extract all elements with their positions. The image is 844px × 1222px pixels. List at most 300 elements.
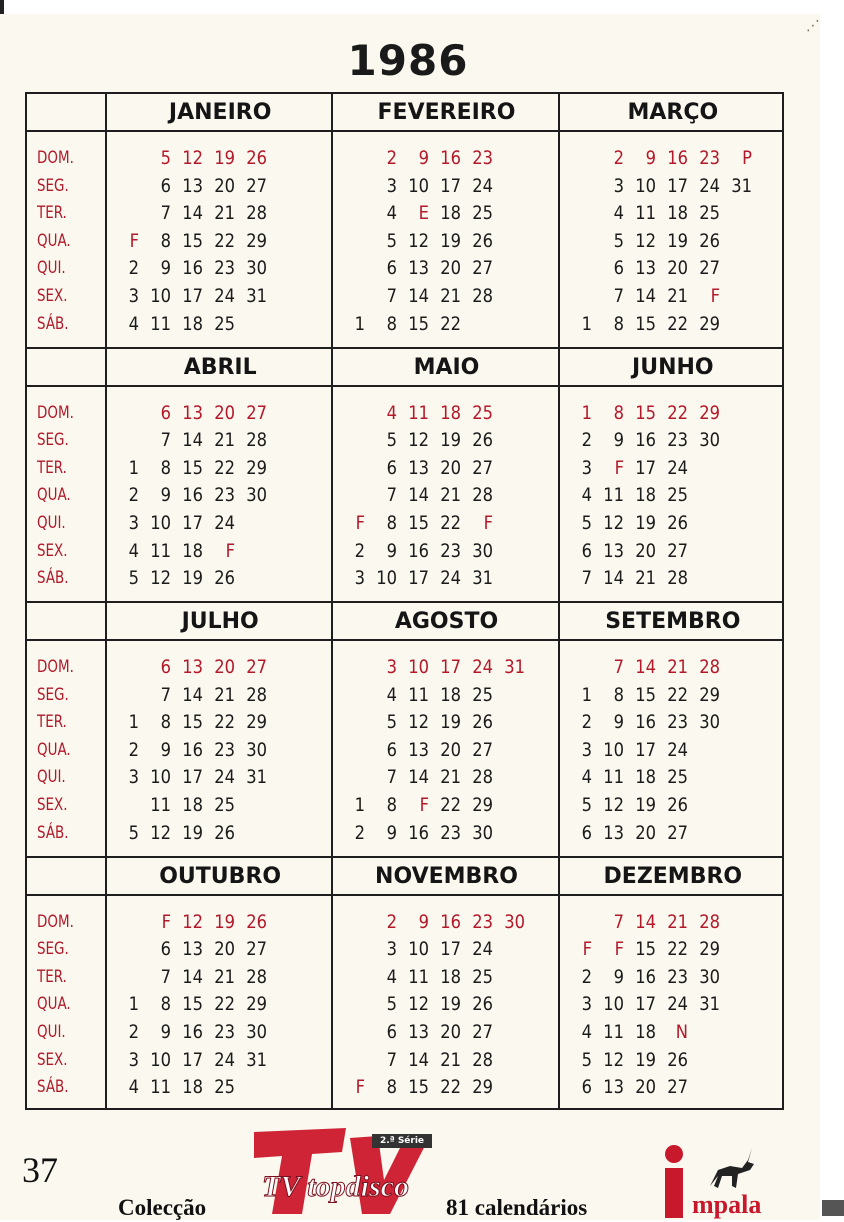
day-cell: 22 xyxy=(214,456,235,479)
tv-logo-text: TV topdisco xyxy=(262,1170,409,1203)
day-cell: 9 xyxy=(160,257,171,280)
day-cell: 25 xyxy=(472,202,494,225)
day-cell: 23 xyxy=(214,484,235,507)
day-cell: 29 xyxy=(472,1076,494,1099)
day-cell: 23 xyxy=(666,965,688,988)
day-cell: 2 xyxy=(128,1020,139,1043)
day-cell: 19 xyxy=(214,910,235,933)
grid-band-separator xyxy=(27,856,782,858)
day-cell: 27 xyxy=(246,656,267,678)
day-cell: 2 xyxy=(128,738,139,761)
day-cell: 28 xyxy=(246,202,267,225)
day-cell: 21 xyxy=(214,683,235,706)
day-cell: 13 xyxy=(182,938,203,961)
edge-mark xyxy=(822,1200,844,1216)
day-cell: 23 xyxy=(666,711,688,734)
day-cell: 10 xyxy=(408,656,430,678)
day-cell: F xyxy=(614,456,624,479)
day-cell: F xyxy=(225,539,235,562)
weekday-label: DOM. xyxy=(37,657,74,677)
day-cell: 23 xyxy=(214,738,235,761)
day-cell: 7 xyxy=(613,910,624,933)
day-cell: 18 xyxy=(182,794,203,816)
day-cell: 12 xyxy=(602,794,624,816)
day-cell: 14 xyxy=(408,484,430,507)
day-cell: 27 xyxy=(698,257,720,280)
day-cell: 7 xyxy=(613,656,624,678)
day-cell: 12 xyxy=(182,147,203,169)
day-cell: 24 xyxy=(472,174,494,197)
day-cell: 13 xyxy=(408,257,430,280)
day-cell: 13 xyxy=(634,257,656,280)
day-cell: 14 xyxy=(182,965,203,988)
month-name: AGOSTO xyxy=(394,609,499,634)
day-cell: 18 xyxy=(634,1020,656,1043)
calendar-grid xyxy=(25,92,784,1110)
day-cell: 10 xyxy=(408,938,430,961)
weekday-label: DOM. xyxy=(37,148,74,168)
day-cell: 11 xyxy=(408,683,430,706)
day-cell: 1 xyxy=(128,993,139,1016)
card-number: 37 xyxy=(22,1150,58,1190)
day-cell: 3 xyxy=(386,656,398,678)
impala-wordmark: mpala xyxy=(692,1190,762,1219)
day-cell: 11 xyxy=(150,794,171,816)
day-cell: 30 xyxy=(698,711,720,734)
day-cell: 25 xyxy=(214,312,235,335)
day-cell: 23 xyxy=(698,147,720,169)
day-cell: 22 xyxy=(214,993,235,1016)
day-cell: 27 xyxy=(666,821,688,844)
day-cell: 18 xyxy=(634,766,656,789)
day-cell: 6 xyxy=(160,174,171,197)
day-cell: 17 xyxy=(440,938,462,961)
day-cell: 8 xyxy=(613,683,624,706)
weekday-label: TER. xyxy=(37,712,67,733)
weekday-label: QUI. xyxy=(37,258,66,279)
day-cell: 13 xyxy=(408,1020,430,1043)
day-cell: 4 xyxy=(386,202,398,225)
year-title: 1986 xyxy=(347,36,469,85)
day-cell: 26 xyxy=(472,711,494,734)
day-cell: 29 xyxy=(698,312,720,335)
month-name: JANEIRO xyxy=(168,100,272,125)
weekday-label: QUI. xyxy=(37,512,66,533)
weekday-label: SEX. xyxy=(37,795,68,815)
day-cell: 16 xyxy=(182,1020,203,1043)
day-cell: 28 xyxy=(666,567,688,590)
day-cell: 7 xyxy=(386,1048,398,1071)
weekday-label: TER. xyxy=(37,966,67,987)
day-cell: 30 xyxy=(246,484,267,507)
day-cell: 7 xyxy=(386,285,398,307)
day-cell: 30 xyxy=(472,821,494,844)
day-cell: 20 xyxy=(214,938,235,961)
day-cell: F xyxy=(710,285,720,307)
day-cell: 1 xyxy=(581,312,592,335)
day-cell: 16 xyxy=(440,147,462,169)
day-cell: 16 xyxy=(408,821,430,844)
month-name: MARÇO xyxy=(627,100,719,125)
day-cell: 16 xyxy=(634,711,656,734)
day-cell: F xyxy=(582,938,592,961)
day-cell: 9 xyxy=(645,147,656,169)
day-cell: 26 xyxy=(472,993,494,1016)
day-cell: 1 xyxy=(128,456,139,479)
day-cell: 2 xyxy=(386,910,398,933)
day-cell: 28 xyxy=(698,910,720,933)
day-cell: 24 xyxy=(666,456,688,479)
day-cell: 23 xyxy=(214,257,235,280)
day-cell: 17 xyxy=(408,567,430,590)
day-cell: 24 xyxy=(698,174,720,197)
day-cell: 18 xyxy=(182,539,203,562)
day-cell: 24 xyxy=(214,1048,235,1071)
day-cell: 31 xyxy=(730,174,752,197)
day-cell: 4 xyxy=(581,1020,592,1043)
day-cell: 3 xyxy=(354,567,366,590)
day-cell: 19 xyxy=(666,229,688,252)
day-cell: 3 xyxy=(386,174,398,197)
day-cell: 20 xyxy=(666,257,688,280)
day-cell: 16 xyxy=(634,429,656,452)
day-cell: 6 xyxy=(581,539,592,562)
day-cell: 9 xyxy=(613,965,624,988)
weekday-label: SEG. xyxy=(37,175,69,196)
day-cell: 4 xyxy=(581,766,592,789)
day-cell: 25 xyxy=(214,1076,235,1099)
day-cell: 2 xyxy=(354,539,366,562)
day-cell: 1 xyxy=(581,401,592,424)
day-cell: 6 xyxy=(581,1076,592,1099)
day-cell: 31 xyxy=(246,1048,267,1071)
day-cell: F xyxy=(129,229,139,252)
month-name: JULHO xyxy=(181,609,259,634)
day-cell: 5 xyxy=(128,567,139,590)
day-cell: 31 xyxy=(246,285,267,307)
day-cell: 7 xyxy=(160,683,171,706)
day-cell: 29 xyxy=(246,993,267,1016)
day-cell: 31 xyxy=(246,766,267,789)
day-cell: 12 xyxy=(408,229,430,252)
day-cell: 7 xyxy=(386,766,398,789)
day-cell: 28 xyxy=(246,429,267,452)
day-cell: 14 xyxy=(408,766,430,789)
weekday-label: DOM. xyxy=(37,911,74,932)
day-cell: 11 xyxy=(602,766,624,789)
day-cell: 20 xyxy=(440,738,462,761)
day-cell: 23 xyxy=(440,539,462,562)
day-cell: 16 xyxy=(634,965,656,988)
day-cell: 8 xyxy=(160,993,171,1016)
day-cell: 20 xyxy=(214,401,235,424)
day-cell: 29 xyxy=(246,456,267,479)
day-cell: 17 xyxy=(666,174,688,197)
day-cell: 26 xyxy=(214,821,235,844)
day-cell: 7 xyxy=(160,965,171,988)
day-cell: 24 xyxy=(214,285,235,307)
day-cell: 10 xyxy=(376,567,398,590)
day-cell: 18 xyxy=(182,1076,203,1099)
day-cell: 8 xyxy=(613,401,624,424)
weekday-label: SEG. xyxy=(37,939,69,960)
serie-badge: 2.ª Série xyxy=(372,1134,432,1148)
day-cell: 28 xyxy=(246,965,267,988)
day-cell: 21 xyxy=(214,202,235,225)
day-cell: 24 xyxy=(472,656,494,678)
day-cell: 5 xyxy=(160,147,171,169)
day-cell: 17 xyxy=(182,511,203,534)
day-cell: 23 xyxy=(214,1020,235,1043)
day-cell: 26 xyxy=(214,567,235,590)
day-cell: 24 xyxy=(440,567,462,590)
weekday-label: QUI. xyxy=(37,1021,66,1042)
day-cell: 22 xyxy=(666,312,688,335)
day-cell: 14 xyxy=(634,285,656,307)
day-cell: 26 xyxy=(666,1048,688,1071)
day-cell: 4 xyxy=(128,539,139,562)
day-cell: 3 xyxy=(128,511,139,534)
day-cell: 4 xyxy=(128,1076,139,1099)
day-cell: 11 xyxy=(150,1076,171,1099)
day-cell: 22 xyxy=(214,229,235,252)
day-cell: 17 xyxy=(440,174,462,197)
month-name: MAIO xyxy=(413,354,480,380)
day-cell: 18 xyxy=(634,484,656,507)
day-cell: 20 xyxy=(440,257,462,280)
day-cell: 28 xyxy=(472,766,494,789)
weekday-label: SEX. xyxy=(37,540,68,561)
weekday-label: DOM. xyxy=(37,402,74,423)
day-cell: 30 xyxy=(698,965,720,988)
day-cell: 6 xyxy=(160,656,171,678)
month-name: ABRIL xyxy=(183,354,257,380)
day-cell: 9 xyxy=(160,484,171,507)
day-cell: 1 xyxy=(128,711,139,734)
day-cell: 15 xyxy=(634,683,656,706)
day-cell: F xyxy=(161,910,171,933)
day-cell: 2 xyxy=(581,965,592,988)
day-cell: 20 xyxy=(634,1076,656,1099)
day-cell: 7 xyxy=(613,285,624,307)
day-cell: 13 xyxy=(602,1076,624,1099)
day-cell: 29 xyxy=(698,401,720,424)
day-cell: 21 xyxy=(440,285,462,307)
day-cell: 8 xyxy=(613,312,624,335)
day-cell: 30 xyxy=(246,257,267,280)
day-cell: 20 xyxy=(440,456,462,479)
day-cell: 6 xyxy=(386,456,398,479)
day-cell: 28 xyxy=(472,1048,494,1071)
day-cell: 17 xyxy=(634,456,656,479)
day-cell: 23 xyxy=(440,821,462,844)
day-cell: 5 xyxy=(386,711,398,734)
day-cell: 19 xyxy=(214,147,235,169)
day-cell: 5 xyxy=(581,511,592,534)
day-cell: 14 xyxy=(634,910,656,933)
day-cell: 18 xyxy=(666,202,688,225)
day-cell: 2 xyxy=(581,711,592,734)
day-cell: 27 xyxy=(246,938,267,961)
day-cell: 21 xyxy=(634,567,656,590)
day-cell: 3 xyxy=(386,938,398,961)
day-cell: 12 xyxy=(408,993,430,1016)
weekday-label: SEX. xyxy=(37,286,68,306)
day-cell: 8 xyxy=(386,794,398,816)
day-cell: 28 xyxy=(472,285,494,307)
grid-band-separator xyxy=(27,347,782,349)
day-cell: 14 xyxy=(634,656,656,678)
day-cell: 6 xyxy=(386,257,398,280)
day-cell: 19 xyxy=(182,821,203,844)
day-cell: 19 xyxy=(634,1048,656,1071)
day-cell: E xyxy=(418,202,430,225)
day-cell: 12 xyxy=(408,711,430,734)
day-cell: 9 xyxy=(613,711,624,734)
month-name: SETEMBRO xyxy=(605,609,741,634)
day-cell: 20 xyxy=(214,174,235,197)
day-cell: 22 xyxy=(440,312,462,335)
day-cell: 6 xyxy=(581,821,592,844)
day-cell: 10 xyxy=(150,511,171,534)
day-cell: 29 xyxy=(698,938,720,961)
day-cell: 20 xyxy=(634,539,656,562)
day-cell: 9 xyxy=(418,147,430,169)
day-cell: 9 xyxy=(386,821,398,844)
day-cell: 29 xyxy=(472,794,494,816)
day-cell: 21 xyxy=(440,484,462,507)
day-cell: F xyxy=(419,794,430,816)
day-cell: 19 xyxy=(634,794,656,816)
day-cell: 17 xyxy=(440,656,462,678)
day-cell: 17 xyxy=(634,993,656,1016)
day-cell: 2 xyxy=(581,429,592,452)
day-cell: 3 xyxy=(581,456,592,479)
day-cell: F xyxy=(483,511,494,534)
day-cell: 22 xyxy=(440,511,462,534)
day-cell: 4 xyxy=(386,683,398,706)
day-cell: 26 xyxy=(666,794,688,816)
day-cell: 12 xyxy=(634,229,656,252)
day-cell: 13 xyxy=(602,539,624,562)
day-cell: F xyxy=(355,511,366,534)
day-cell: 19 xyxy=(634,511,656,534)
day-cell: 27 xyxy=(472,1020,494,1043)
day-cell: 24 xyxy=(666,738,688,761)
day-cell: 29 xyxy=(246,229,267,252)
day-cell: 28 xyxy=(246,683,267,706)
day-cell: 13 xyxy=(182,401,203,424)
day-cell: 8 xyxy=(386,511,398,534)
day-cell: 15 xyxy=(182,711,203,734)
day-cell: 8 xyxy=(386,1076,398,1099)
day-cell: 16 xyxy=(440,910,462,933)
day-cell: 18 xyxy=(440,401,462,424)
day-cell: 14 xyxy=(408,285,430,307)
day-cell: 15 xyxy=(634,401,656,424)
day-cell: 26 xyxy=(472,429,494,452)
weekday-label: SÁB. xyxy=(37,568,69,589)
day-cell: 15 xyxy=(182,456,203,479)
day-cell: 22 xyxy=(666,401,688,424)
day-cell: 4 xyxy=(386,401,398,424)
day-cell: 3 xyxy=(128,285,139,307)
day-cell: 6 xyxy=(386,1020,398,1043)
day-cell: 11 xyxy=(602,1020,624,1043)
day-cell: 25 xyxy=(472,401,494,424)
day-cell: 17 xyxy=(182,285,203,307)
weekday-label: SEG. xyxy=(37,430,69,451)
day-cell: 4 xyxy=(386,965,398,988)
day-cell: 25 xyxy=(472,683,494,706)
day-cell: 21 xyxy=(666,285,688,307)
day-cell: 13 xyxy=(408,456,430,479)
day-cell: 23 xyxy=(472,147,494,169)
day-cell: 20 xyxy=(634,821,656,844)
day-cell: 24 xyxy=(472,938,494,961)
day-cell: 8 xyxy=(160,229,171,252)
day-cell: 19 xyxy=(440,229,462,252)
day-cell: 27 xyxy=(472,738,494,761)
day-cell: 22 xyxy=(440,1076,462,1099)
day-cell: 16 xyxy=(666,147,688,169)
day-cell: 10 xyxy=(602,738,624,761)
day-cell: 12 xyxy=(602,511,624,534)
day-cell: 10 xyxy=(602,993,624,1016)
day-cell: 27 xyxy=(472,456,494,479)
day-cell: 16 xyxy=(182,257,203,280)
day-cell: 7 xyxy=(581,567,592,590)
day-cell: 26 xyxy=(698,229,720,252)
month-name: DEZEMBRO xyxy=(603,863,743,889)
day-cell: 3 xyxy=(128,766,139,789)
day-cell: 11 xyxy=(408,401,430,424)
day-cell: 3 xyxy=(613,174,624,197)
day-cell: N xyxy=(675,1020,688,1043)
footer-count: 81 calendários xyxy=(446,1195,588,1220)
day-cell: 31 xyxy=(472,567,494,590)
day-cell: 25 xyxy=(698,202,720,225)
day-cell: 20 xyxy=(214,656,235,678)
day-cell: 18 xyxy=(440,683,462,706)
day-cell: 12 xyxy=(150,567,171,590)
day-cell: 22 xyxy=(666,683,688,706)
day-cell: 17 xyxy=(182,766,203,789)
day-cell: 30 xyxy=(504,910,526,933)
day-cell: 14 xyxy=(182,429,203,452)
day-cell: 5 xyxy=(128,821,139,844)
day-cell: 11 xyxy=(634,202,656,225)
day-cell: 15 xyxy=(634,312,656,335)
day-cell: 19 xyxy=(182,567,203,590)
day-cell: 25 xyxy=(472,965,494,988)
weekday-label: TER. xyxy=(37,203,67,224)
day-cell: 27 xyxy=(246,174,267,197)
weekday-label: QUA. xyxy=(37,739,71,760)
day-cell: 9 xyxy=(160,1020,171,1043)
day-cell: 24 xyxy=(666,993,688,1016)
month-name: JUNHO xyxy=(632,354,714,380)
day-cell: 9 xyxy=(418,910,430,933)
day-cell: 25 xyxy=(666,766,688,789)
day-cell: 10 xyxy=(150,1048,171,1071)
day-cell: 27 xyxy=(246,401,267,424)
day-cell: 15 xyxy=(182,993,203,1016)
day-cell: 16 xyxy=(182,738,203,761)
day-cell: 15 xyxy=(408,1076,430,1099)
weekday-label: SEX. xyxy=(37,1049,68,1070)
day-cell: 31 xyxy=(504,656,526,678)
